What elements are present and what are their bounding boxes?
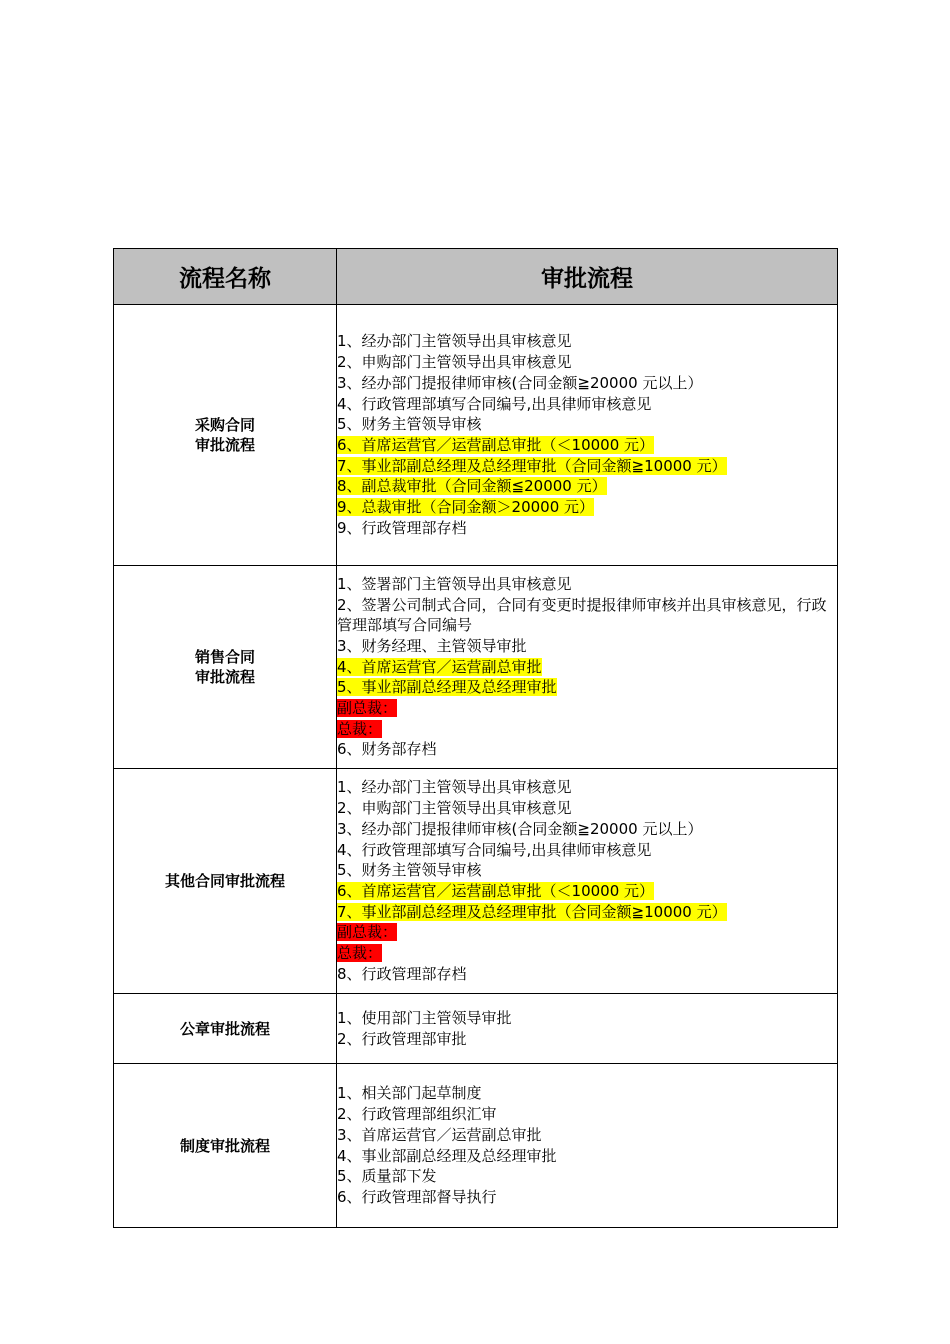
flow-name-line: 制度审批流程	[179, 1136, 270, 1155]
approval-step	[337, 819, 837, 840]
approval-step-text: 4、事业部副总经理及总经理审批	[337, 1146, 557, 1165]
approval-step-text: 4、首席运营官／运营副总审批	[337, 657, 542, 676]
approval-steps-cell	[337, 305, 838, 566]
approval-step	[337, 595, 837, 636]
approval-steps-cell	[337, 769, 838, 994]
flow-name-cell	[114, 566, 337, 769]
approval-step	[337, 497, 837, 518]
approval-step	[337, 435, 837, 456]
approval-step	[337, 719, 837, 740]
approval-step-text: 1、经办部门主管领导出具审核意见	[337, 778, 572, 797]
approval-step-text: 6、财务部存档	[337, 740, 437, 759]
approval-step-text: 9、行政管理部存档	[337, 518, 467, 537]
approval-step	[337, 798, 837, 819]
approval-step	[337, 1166, 837, 1187]
approval-step-text: 1、经办部门主管领导出具审核意见	[337, 332, 572, 351]
approval-step-text: 5、质量部下发	[337, 1167, 437, 1186]
header-flow-name: 流程名称	[114, 249, 337, 305]
approval-step	[337, 456, 837, 477]
approval-step	[337, 698, 837, 719]
approval-step-text: 3、经办部门提报律师审核(合同金额≧20000 元以上）	[337, 373, 703, 392]
approval-step	[337, 677, 837, 698]
approval-step	[337, 414, 837, 435]
flow-name-line: 销售合同	[194, 648, 255, 666]
flow-name-line: 公章审批流程	[179, 1019, 270, 1038]
approval-steps-cell	[337, 994, 838, 1064]
approval-step-text: 8、行政管理部存档	[337, 964, 467, 983]
approval-step	[337, 1125, 837, 1146]
approval-step-text: 5、事业部副总经理及总经理审批	[337, 678, 557, 697]
approval-step-text: 6、首席运营官／运营副总审批（＜10000 元）	[337, 436, 655, 454]
approval-flow-table	[113, 248, 838, 1228]
sales-contract-row	[114, 566, 838, 769]
approval-step-text: 副总裁：	[337, 923, 398, 942]
approval-step	[337, 777, 837, 798]
approval-step-text: 2、申购部门主管领导出具审核意见	[337, 799, 572, 818]
approval-steps-cell	[337, 566, 838, 769]
approval-step-text: 4、行政管理部填写合同编号,出具律师审核意见	[337, 840, 652, 859]
approval-step	[337, 943, 837, 964]
approval-step-text: 5、财务主管领导审核	[337, 861, 482, 880]
approval-step-text: 2、申购部门主管领导出具审核意见	[337, 353, 572, 372]
other-contract-row	[114, 769, 838, 994]
approval-step	[337, 1187, 837, 1208]
approval-step-text: 总裁：	[337, 944, 383, 963]
approval-step	[337, 902, 837, 923]
approval-step	[337, 1146, 837, 1167]
approval-step	[337, 1104, 837, 1125]
approval-step-text: 1、使用部门主管领导审批	[337, 1008, 512, 1027]
flow-name-line: 审批流程	[194, 668, 255, 686]
approval-step	[337, 574, 837, 595]
policy-approval-row	[114, 1064, 838, 1228]
approval-step-text: 3、首席运营官／运营副总审批	[337, 1125, 542, 1144]
header-approval-flow: 审批流程	[337, 249, 838, 305]
approval-step-text: 8、副总裁审批（合同金额≦20000 元）	[337, 477, 607, 496]
approval-step	[337, 657, 837, 678]
approval-step-text: 2、签署公司制式合同，合同有变更时提报律师审核并出具审核意见，行政管理部填写合同编号	[337, 595, 827, 635]
seal-approval-row	[114, 994, 838, 1064]
flow-name-line: 其他合同审批流程	[164, 872, 285, 890]
approval-step-text: 1、相关部门起草制度	[337, 1084, 482, 1103]
approval-steps-cell	[337, 1064, 838, 1228]
flow-name-cell	[114, 994, 337, 1064]
approval-step	[337, 881, 837, 902]
approval-step-text: 6、首席运营官／运营副总审批（＜10000 元）	[337, 882, 655, 900]
approval-step	[337, 739, 837, 760]
approval-step	[337, 964, 837, 985]
approval-step	[337, 476, 837, 497]
approval-step-text: 2、行政管理部组织汇审	[337, 1105, 497, 1124]
approval-step-text: 7、事业部副总经理及总经理审批（合同金额≧10000 元）	[337, 902, 727, 921]
approval-step	[337, 1029, 837, 1050]
approval-step-text: 3、财务经理、主管领导审批	[337, 636, 527, 655]
flow-name-cell	[114, 769, 337, 994]
approval-step-text: 4、行政管理部填写合同编号,出具律师审核意见	[337, 394, 652, 413]
approval-step-text: 总裁：	[337, 719, 383, 738]
approval-step-text: 副总裁：	[337, 699, 398, 718]
approval-step-text: 7、事业部副总经理及总经理审批（合同金额≧10000 元）	[337, 456, 727, 475]
flow-name-line: 审批流程	[194, 436, 255, 454]
flow-name-line: 采购合同	[194, 416, 255, 434]
approval-step	[337, 373, 837, 394]
table-header-row	[114, 249, 838, 305]
approval-step-text: 9、总裁审批（合同金额＞20000 元）	[337, 498, 595, 517]
approval-step-text: 6、行政管理部督导执行	[337, 1187, 497, 1206]
approval-step	[337, 352, 837, 373]
approval-step	[337, 518, 837, 539]
approval-step	[337, 860, 837, 881]
flow-name-cell	[114, 1064, 337, 1228]
approval-step	[337, 636, 837, 657]
approval-step	[337, 394, 837, 415]
approval-step-text: 5、财务主管领导审核	[337, 415, 482, 434]
approval-step	[337, 840, 837, 861]
approval-step	[337, 331, 837, 352]
approval-step-text: 2、行政管理部审批	[337, 1029, 467, 1048]
procurement-contract-row	[114, 305, 838, 566]
flow-name-cell	[114, 305, 337, 566]
approval-step-text: 3、经办部门提报律师审核(合同金额≧20000 元以上）	[337, 819, 703, 838]
approval-step	[337, 922, 837, 943]
approval-step	[337, 1083, 837, 1104]
approval-step-text: 1、签署部门主管领导出具审核意见	[337, 574, 572, 593]
approval-step	[337, 1008, 837, 1029]
